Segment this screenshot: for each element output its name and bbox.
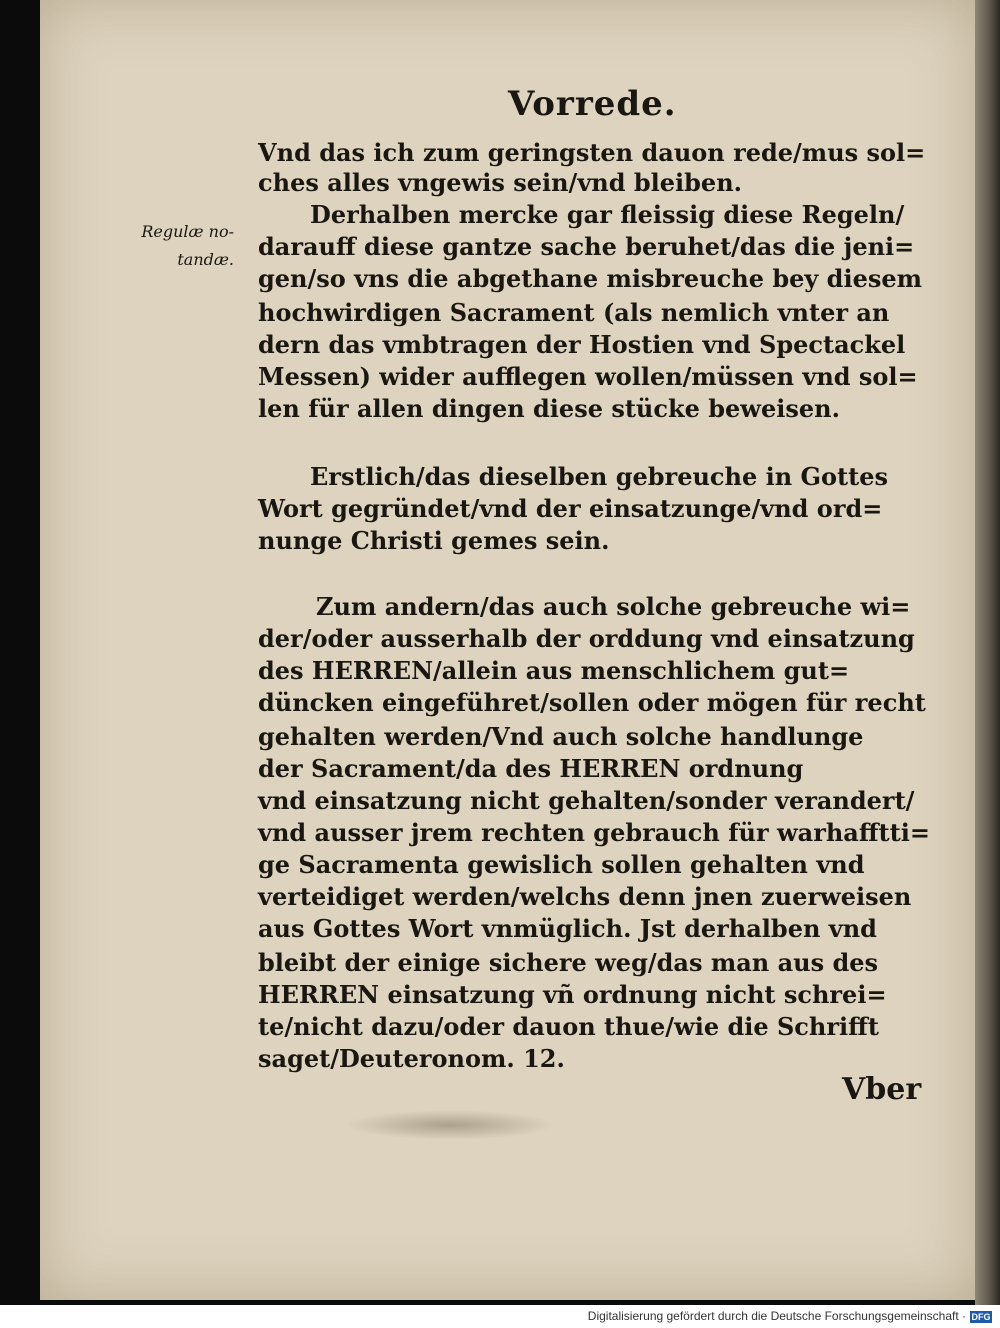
text-line: dern das vmbtragen der Hostien vnd Spectackel [258,330,906,359]
text-line: nunge Christi gemes sein. [258,526,610,555]
text-line: ches alles vngewis sein/vnd bleiben. [258,168,742,197]
text-line: vnd ausser jrem rechten gebrauch für warhafftti= [258,818,930,847]
text-line: hochwirdigen Sacrament (als nemlich vnter an [258,298,890,327]
dfg-logo: DFG [971,1312,991,1322]
paper-stain [345,1110,555,1140]
text-line: Vnd das ich zum geringsten dauon rede/mus sol= [258,138,926,167]
text-line: Messen) wider aufflegen wollen/müssen vnd sol= [258,362,918,391]
text-line: gen/so vns die abgethane misbreuche bey diesem [258,264,923,293]
running-head: Vorrede. [508,84,677,124]
text-line: len für allen dingen diese stücke beweisen. [258,394,840,423]
text-line: gehalten werden/Vnd auch solche handlunge [258,722,864,751]
text-line: des HERREN/allein aus menschlichem gut= [258,656,850,685]
funding-credit: Digitalisierung gefördert durch die Deutsche Forschungsgemeinschaft · [587,1309,966,1323]
text-line: düncken eingeführet/sollen oder mögen für recht [258,688,926,717]
catchword: Vber [842,1072,922,1107]
text-line: der Sacrament/da des HERREN ordnung [258,754,804,783]
text-line: verteidiget werden/welchs denn jnen zuerweisen [258,882,912,911]
marginal-note-line: tandæ. [177,250,234,269]
text-line: bleibt der einige sichere weg/das man aus des [258,948,879,977]
text-line: darauff diese gantze sache beruhet/das die jeni= [258,232,915,261]
marginal-note [134,218,234,274]
marginal-note-line: Regulæ no- [141,222,234,241]
text-line: te/nicht dazu/oder dauon thue/wie die Schrifft [258,1012,879,1041]
text-line: ge Sacramenta gewislich sollen gehalten vnd [258,850,865,879]
text-line: Zum andern/das auch solche gebreuche wi= [316,592,911,621]
text-line: aus Gottes Wort vnmüglich. Jst derhalben vnd [258,914,877,943]
text-line: Derhalben mercke gar fleissig diese Regeln/ [310,200,905,229]
digitization-footer [0,1305,1000,1328]
text-line: Erstlich/das dieselben gebreuche in Gottes [310,462,888,491]
text-line: saget/Deuteronom. 12. [258,1044,565,1073]
text-line: Wort gegründet/vnd der einsatzunge/vnd ord= [258,494,883,523]
text-line: vnd einsatzung nicht gehalten/sonder verandert/ [258,786,915,815]
page-edge [975,0,1000,1305]
text-line: HERREN einsatzung vñ ordnung nicht schrei= [258,980,887,1009]
text-line: der/oder ausserhalb der orddung vnd einsatzung [258,624,915,653]
